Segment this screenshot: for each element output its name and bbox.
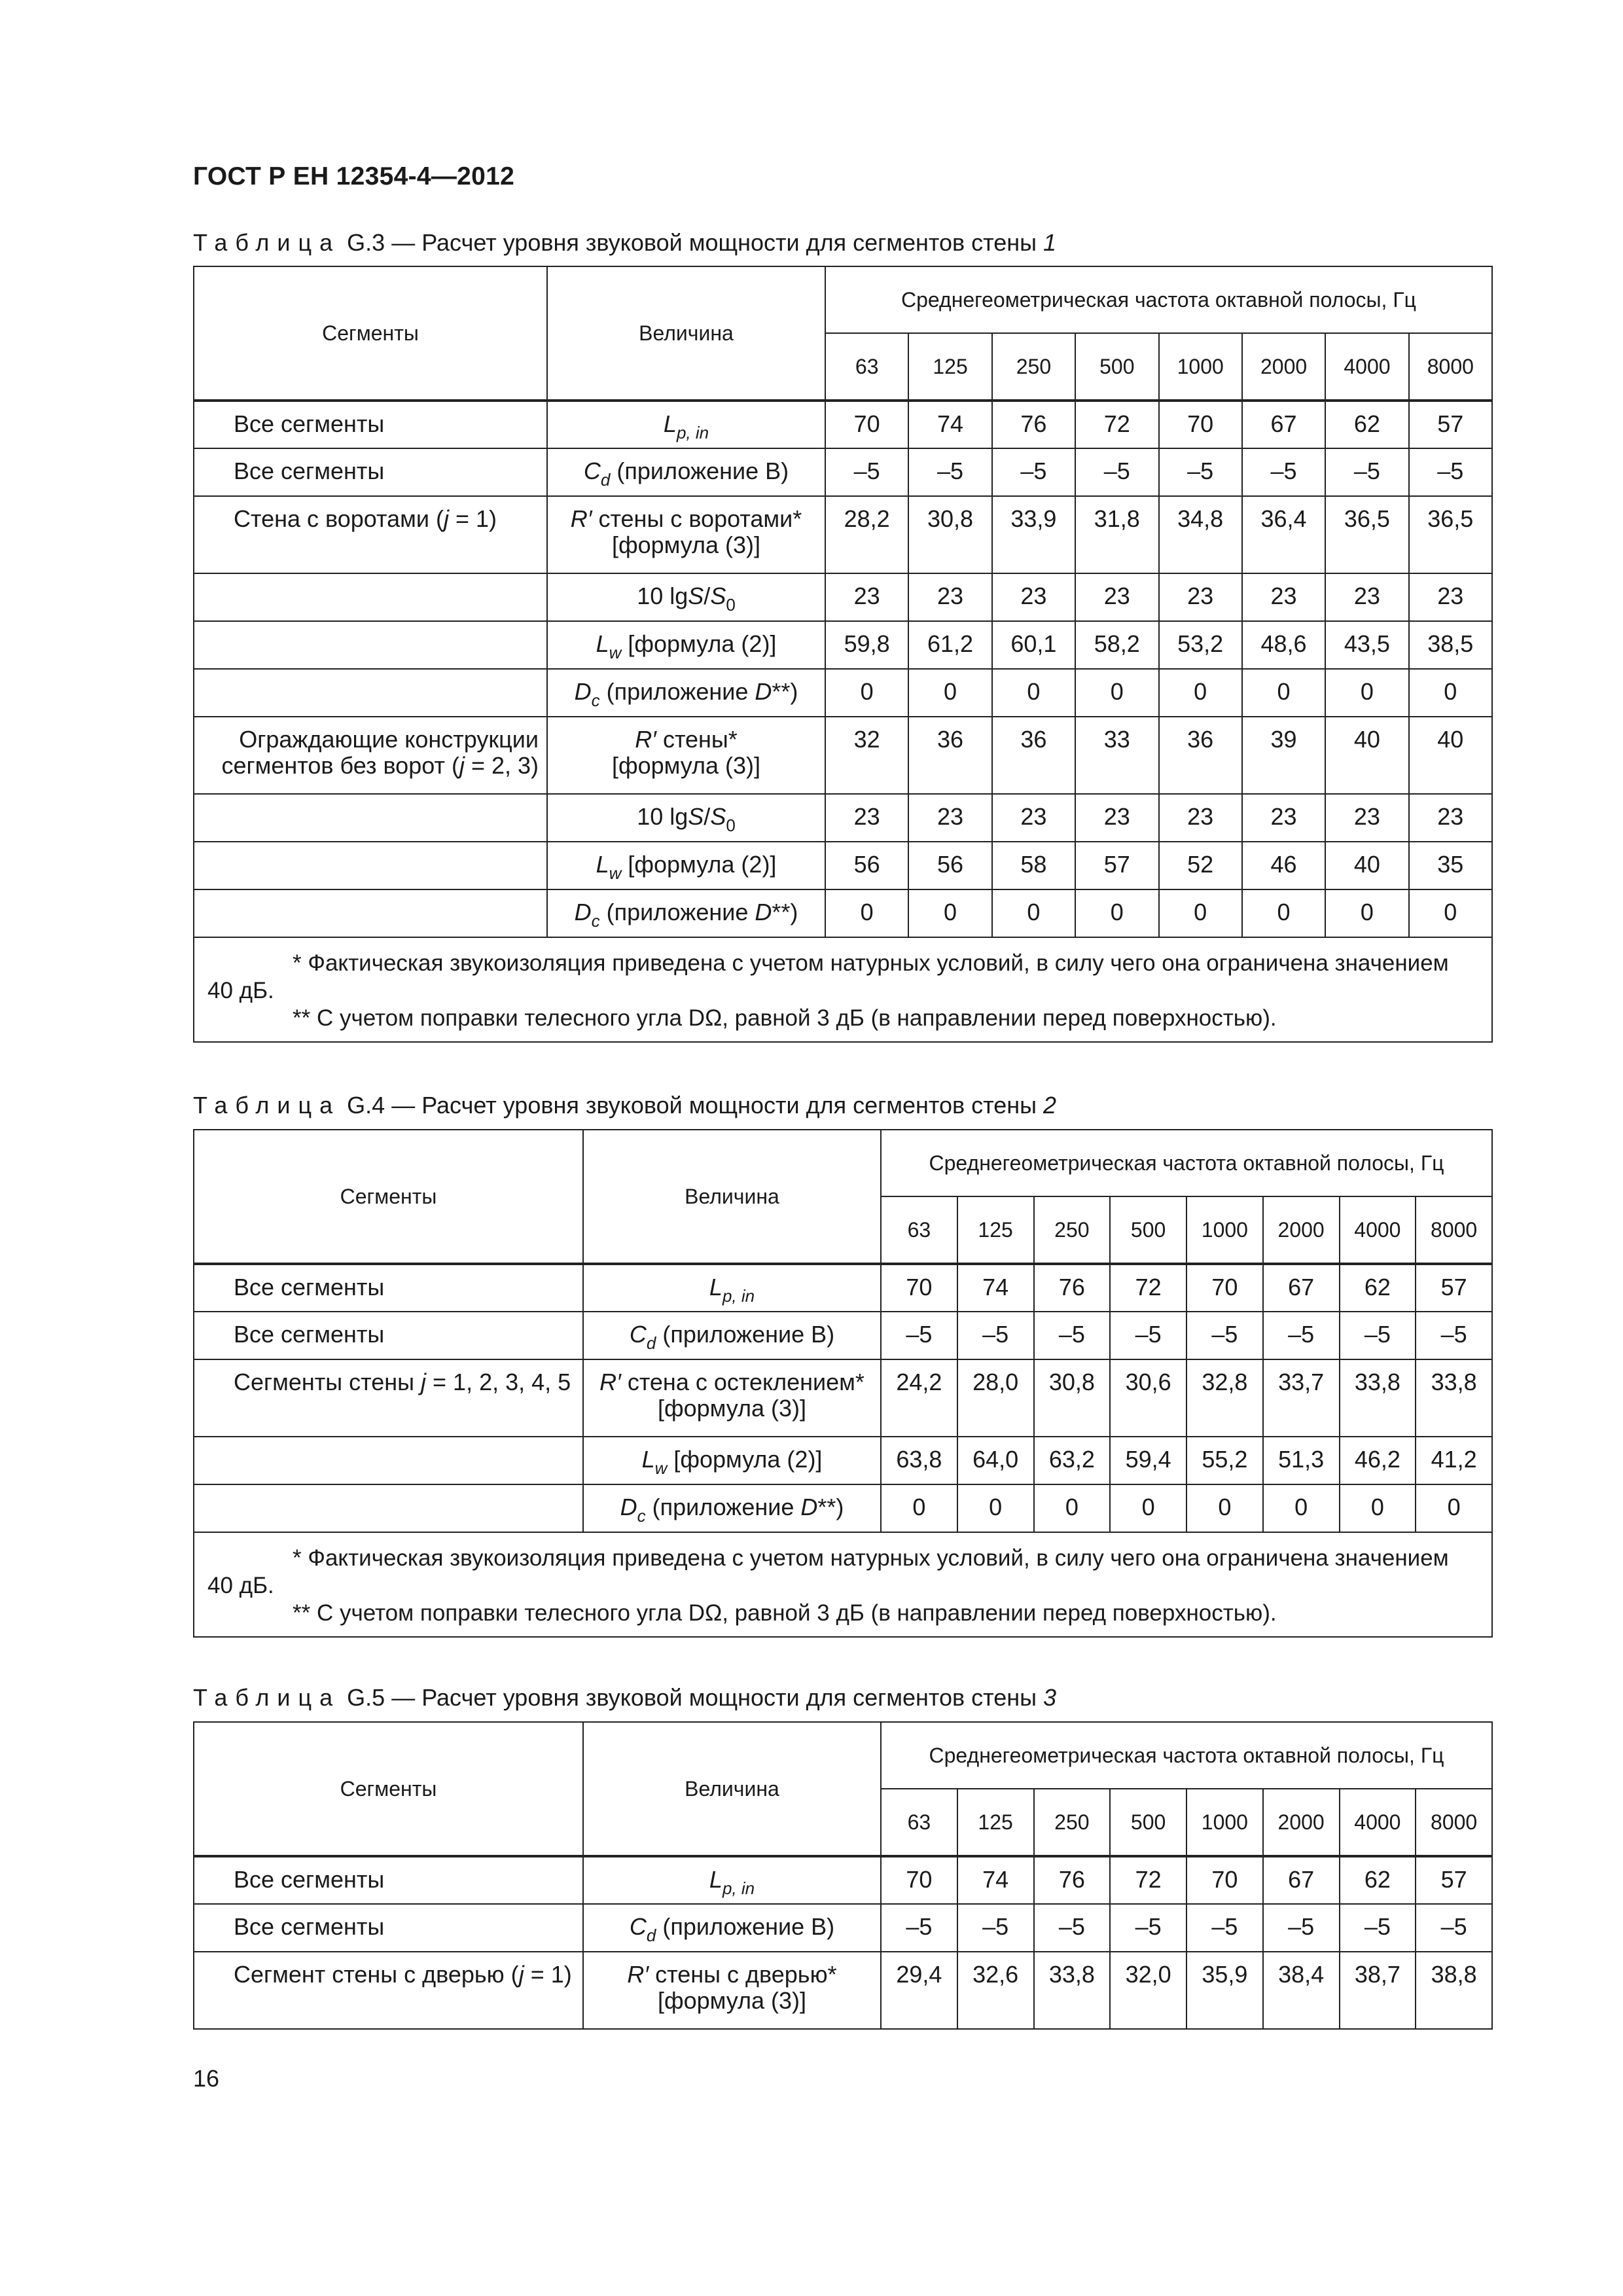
- col-header-quantity: Величина: [583, 1722, 881, 1856]
- freq-header: 125: [957, 1196, 1034, 1264]
- quantity-cell: $L_{p, in}$: [547, 401, 825, 448]
- value-cell: 76: [992, 401, 1075, 448]
- value-cell: –5: [1075, 448, 1158, 496]
- value-cell: 70: [1186, 1264, 1263, 1312]
- value-cell: 40: [1409, 717, 1492, 794]
- value-cell: –5: [1110, 1904, 1186, 1952]
- page-number: 16: [193, 2065, 220, 2092]
- value-cell: –5: [1416, 1312, 1492, 1359]
- value-cell: 23: [1159, 573, 1242, 621]
- freq-header: 1000: [1186, 1789, 1263, 1856]
- quantity-cell: R′ стены с воротами* [формула (3)]: [547, 496, 825, 573]
- value-cell: 72: [1075, 401, 1158, 448]
- value-cell: 0: [908, 669, 991, 717]
- value-cell: 30,8: [1034, 1359, 1111, 1437]
- freq-header: 4000: [1340, 1789, 1416, 1856]
- caption-id: G.4: [347, 1092, 385, 1119]
- freq-header: 4000: [1340, 1196, 1416, 1264]
- value-cell: –5: [1242, 448, 1325, 496]
- value-cell: 36: [908, 717, 991, 794]
- value-cell: 48,6: [1242, 621, 1325, 669]
- table-notes-row: [194, 937, 1492, 1042]
- value-cell: 23: [992, 794, 1075, 842]
- value-cell: –5: [1159, 448, 1242, 496]
- value-cell: 36,4: [1242, 496, 1325, 573]
- segment-cell: Все сегменты: [194, 448, 547, 496]
- caption-text: — Расчет уровня звуковой мощности для сегментов стены: [385, 1092, 1044, 1119]
- freq-header: 63: [881, 1196, 957, 1264]
- freq-header: 250: [1034, 1789, 1111, 1856]
- segment-cell: [194, 889, 547, 937]
- value-cell: 0: [1242, 889, 1325, 937]
- footnote-1: * Фактическая звукоизоляция приведена с учетом натурных условий, в силу чего она ограничена значением 40 дБ.: [207, 950, 1449, 1003]
- col-header-frequency-group: Среднегеометрическая частота октавной полосы, Гц: [825, 266, 1492, 333]
- value-cell: 63,2: [1034, 1437, 1111, 1484]
- value-cell: –5: [1340, 1904, 1416, 1952]
- value-cell: –5: [957, 1904, 1034, 1952]
- value-cell: 64,0: [957, 1437, 1034, 1484]
- value-cell: 0: [1409, 889, 1492, 937]
- value-cell: 67: [1242, 401, 1325, 448]
- segment-cell: [194, 1437, 583, 1484]
- caption-id: G.5: [347, 1684, 385, 1711]
- value-cell: 58,2: [1075, 621, 1158, 669]
- caption-prefix: Таблица: [193, 1092, 341, 1119]
- value-cell: 23: [908, 573, 991, 621]
- value-cell: 38,5: [1409, 621, 1492, 669]
- value-cell: 34,8: [1159, 496, 1242, 573]
- value-cell: –5: [1186, 1312, 1263, 1359]
- value-cell: 23: [1242, 573, 1325, 621]
- freq-header: 250: [992, 333, 1075, 401]
- value-cell: 32,6: [957, 1952, 1034, 2029]
- value-cell: –5: [957, 1312, 1034, 1359]
- value-cell: 53,2: [1159, 621, 1242, 669]
- value-cell: 72: [1110, 1264, 1186, 1312]
- table-caption-g5: [193, 1684, 1056, 1712]
- value-cell: 67: [1263, 1264, 1340, 1312]
- value-cell: 29,4: [881, 1952, 957, 2029]
- table-row: [194, 1264, 1492, 1312]
- value-cell: 38,8: [1416, 1952, 1492, 2029]
- value-cell: 32,8: [1186, 1359, 1263, 1437]
- value-cell: 35,9: [1186, 1952, 1263, 2029]
- table-row: [194, 573, 1492, 621]
- value-cell: 57: [1409, 401, 1492, 448]
- quantity-cell: R′ стена с остеклением* [формула (3)]: [583, 1359, 881, 1437]
- segment-cell: [194, 842, 547, 889]
- table-notes-row: [194, 1532, 1492, 1637]
- freq-header: 125: [908, 333, 991, 401]
- table-notes: [194, 937, 1492, 1042]
- value-cell: 33: [1075, 717, 1158, 794]
- caption-prefix: Таблица: [193, 229, 341, 256]
- freq-header: 8000: [1416, 1196, 1492, 1264]
- freq-header: 8000: [1416, 1789, 1492, 1856]
- value-cell: 74: [908, 401, 991, 448]
- value-cell: 33,9: [992, 496, 1075, 573]
- table-row: [194, 889, 1492, 937]
- value-cell: 23: [992, 573, 1075, 621]
- value-cell: –5: [1416, 1904, 1492, 1952]
- quantity-cell: $L_{p, in}$: [583, 1856, 881, 1904]
- value-cell: 23: [908, 794, 991, 842]
- value-cell: 24,2: [881, 1359, 957, 1437]
- value-cell: 0: [1075, 889, 1158, 937]
- table-caption-g4: [193, 1092, 1056, 1119]
- col-header-segments: Сегменты: [194, 1130, 583, 1264]
- freq-header: 8000: [1409, 333, 1492, 401]
- value-cell: 28,2: [825, 496, 908, 573]
- table-caption-g3: [193, 229, 1056, 257]
- segment-cell: Все сегменты: [194, 401, 547, 448]
- value-cell: 61,2: [908, 621, 991, 669]
- table-g3: [193, 266, 1493, 1043]
- value-cell: –5: [1034, 1312, 1111, 1359]
- value-cell: 35: [1409, 842, 1492, 889]
- value-cell: 76: [1034, 1856, 1111, 1904]
- value-cell: 76: [1034, 1264, 1111, 1312]
- segment-cell: Сегмент стены с дверью (j = 1): [194, 1952, 583, 2029]
- value-cell: 0: [881, 1484, 957, 1532]
- table-row: [194, 842, 1492, 889]
- value-cell: 52: [1159, 842, 1242, 889]
- value-cell: 38,4: [1263, 1952, 1340, 2029]
- value-cell: 23: [1159, 794, 1242, 842]
- footnote-1: * Фактическая звукоизоляция приведена с учетом натурных условий, в силу чего она ограничена значением 40 дБ.: [207, 1545, 1449, 1598]
- col-header-segments: Сегменты: [194, 1722, 583, 1856]
- value-cell: 30,8: [908, 496, 991, 573]
- value-cell: 59,4: [1110, 1437, 1186, 1484]
- table-row: [194, 717, 1492, 794]
- value-cell: 36,5: [1409, 496, 1492, 573]
- segment-cell: [194, 794, 547, 842]
- value-cell: 0: [992, 889, 1075, 937]
- quantity-cell: $D_c$ (приложение D**): [547, 889, 825, 937]
- segment-cell: Все сегменты: [194, 1856, 583, 1904]
- quantity-cell: R′ стены* [формула (3)]: [547, 717, 825, 794]
- value-cell: 0: [1325, 889, 1408, 937]
- value-cell: 74: [957, 1856, 1034, 1904]
- value-cell: 67: [1263, 1856, 1340, 1904]
- value-cell: 40: [1325, 842, 1408, 889]
- value-cell: 38,7: [1340, 1952, 1416, 2029]
- value-cell: 0: [1416, 1484, 1492, 1532]
- value-cell: 23: [1242, 794, 1325, 842]
- quantity-cell: 10 lgS/$S_0$: [547, 573, 825, 621]
- freq-header: 500: [1075, 333, 1158, 401]
- value-cell: 33,8: [1416, 1359, 1492, 1437]
- value-cell: 62: [1340, 1264, 1416, 1312]
- table-row: [194, 1856, 1492, 1904]
- table-row: [194, 401, 1492, 448]
- value-cell: 36,5: [1325, 496, 1408, 573]
- value-cell: 30,6: [1110, 1359, 1186, 1437]
- value-cell: 23: [1075, 573, 1158, 621]
- value-cell: 56: [825, 842, 908, 889]
- freq-header: 2000: [1242, 333, 1325, 401]
- col-header-frequency-group: Среднегеометрическая частота октавной полосы, Гц: [881, 1722, 1492, 1789]
- table-row: [194, 448, 1492, 496]
- caption-text: — Расчет уровня звуковой мощности для сегментов стены: [385, 1684, 1044, 1711]
- value-cell: 0: [1325, 669, 1408, 717]
- quantity-cell: $L_w$ [формула (2)]: [583, 1437, 881, 1484]
- value-cell: 56: [908, 842, 991, 889]
- quantity-cell: $L_{p, in}$: [583, 1264, 881, 1312]
- freq-header: 1000: [1159, 333, 1242, 401]
- value-cell: 57: [1416, 1856, 1492, 1904]
- value-cell: 0: [825, 889, 908, 937]
- value-cell: 28,0: [957, 1359, 1034, 1437]
- value-cell: 0: [1075, 669, 1158, 717]
- value-cell: –5: [1409, 448, 1492, 496]
- value-cell: 46: [1242, 842, 1325, 889]
- segment-cell: [194, 573, 547, 621]
- value-cell: 70: [1186, 1856, 1263, 1904]
- value-cell: 70: [825, 401, 908, 448]
- col-header-quantity: Величина: [547, 266, 825, 401]
- value-cell: –5: [1325, 448, 1408, 496]
- value-cell: 58: [992, 842, 1075, 889]
- segment-cell: [194, 1484, 583, 1532]
- table-row: [194, 1312, 1492, 1359]
- table-row: [194, 1484, 1492, 1532]
- value-cell: 32: [825, 717, 908, 794]
- segment-cell: Сегменты стены j = 1, 2, 3, 4, 5: [194, 1359, 583, 1437]
- table-row: [194, 1437, 1492, 1484]
- value-cell: 0: [992, 669, 1075, 717]
- value-cell: 36: [1159, 717, 1242, 794]
- value-cell: 23: [1325, 573, 1408, 621]
- value-cell: –5: [1263, 1904, 1340, 1952]
- table-row: [194, 621, 1492, 669]
- value-cell: 46,2: [1340, 1437, 1416, 1484]
- value-cell: 23: [1409, 573, 1492, 621]
- value-cell: –5: [825, 448, 908, 496]
- quantity-cell: $C_d$ (приложение В): [547, 448, 825, 496]
- segment-cell: Все сегменты: [194, 1904, 583, 1952]
- value-cell: –5: [1186, 1904, 1263, 1952]
- value-cell: 57: [1075, 842, 1158, 889]
- quantity-cell: $D_c$ (приложение D**): [583, 1484, 881, 1532]
- segment-cell: [194, 669, 547, 717]
- value-cell: 43,5: [1325, 621, 1408, 669]
- table-notes: [194, 1532, 1492, 1637]
- value-cell: 72: [1110, 1856, 1186, 1904]
- value-cell: 63,8: [881, 1437, 957, 1484]
- value-cell: –5: [1340, 1312, 1416, 1359]
- table-row: [194, 1904, 1492, 1952]
- value-cell: 23: [1325, 794, 1408, 842]
- footnote-2: ** С учетом поправки телесного угла DΩ, равной 3 дБ (в направлении перед поверхностью).: [293, 1005, 1277, 1031]
- freq-header: 500: [1110, 1789, 1186, 1856]
- footnote-2: ** С учетом поправки телесного угла DΩ, равной 3 дБ (в направлении перед поверхностью).: [293, 1600, 1277, 1626]
- value-cell: 31,8: [1075, 496, 1158, 573]
- caption-id: G.3: [347, 229, 385, 256]
- value-cell: 0: [1263, 1484, 1340, 1532]
- value-cell: 51,3: [1263, 1437, 1340, 1484]
- value-cell: 33,8: [1034, 1952, 1111, 2029]
- table-g4: [193, 1129, 1493, 1638]
- freq-header: 63: [825, 333, 908, 401]
- freq-header: 125: [957, 1789, 1034, 1856]
- value-cell: –5: [881, 1904, 957, 1952]
- value-cell: 62: [1325, 401, 1408, 448]
- value-cell: –5: [908, 448, 991, 496]
- value-cell: 0: [825, 669, 908, 717]
- value-cell: 23: [1075, 794, 1158, 842]
- value-cell: –5: [1110, 1312, 1186, 1359]
- freq-header: 2000: [1263, 1196, 1340, 1264]
- value-cell: 55,2: [1186, 1437, 1263, 1484]
- value-cell: 70: [1159, 401, 1242, 448]
- value-cell: 23: [825, 794, 908, 842]
- value-cell: 0: [1159, 669, 1242, 717]
- segment-cell: Стена с воротами (j = 1): [194, 496, 547, 573]
- freq-header: 250: [1034, 1196, 1111, 1264]
- value-cell: 41,2: [1416, 1437, 1492, 1484]
- document-header: ГОСТ Р ЕН 12354-4—2012: [193, 162, 515, 190]
- col-header-quantity: Величина: [583, 1130, 881, 1264]
- value-cell: –5: [1034, 1904, 1111, 1952]
- freq-header: 63: [881, 1789, 957, 1856]
- caption-wall-number: 1: [1043, 229, 1057, 256]
- col-header-frequency-group: Среднегеометрическая частота октавной полосы, Гц: [881, 1130, 1492, 1196]
- table-row: [194, 794, 1492, 842]
- value-cell: 0: [1242, 669, 1325, 717]
- value-cell: –5: [992, 448, 1075, 496]
- quantity-cell: R′ стены с дверью* [формула (3)]: [583, 1952, 881, 2029]
- table-row: [194, 1952, 1492, 2029]
- quantity-cell: $C_d$ (приложение В): [583, 1312, 881, 1359]
- value-cell: 33,8: [1340, 1359, 1416, 1437]
- table-row: [194, 1359, 1492, 1437]
- freq-header: 500: [1110, 1196, 1186, 1264]
- quantity-cell: $C_d$ (приложение В): [583, 1904, 881, 1952]
- value-cell: 62: [1340, 1856, 1416, 1904]
- segment-cell: Ограждающие конструкции сегментов без ворот (j = 2, 3): [194, 717, 547, 794]
- freq-header: 1000: [1186, 1196, 1263, 1264]
- segment-cell: Все сегменты: [194, 1264, 583, 1312]
- quantity-cell: $D_c$ (приложение D**): [547, 669, 825, 717]
- quantity-cell: 10 lgS/$S_0$: [547, 794, 825, 842]
- segment-cell: [194, 621, 547, 669]
- value-cell: –5: [1263, 1312, 1340, 1359]
- col-header-segments: Сегменты: [194, 266, 547, 401]
- segment-cell: Все сегменты: [194, 1312, 583, 1359]
- caption-prefix: Таблица: [193, 1684, 341, 1711]
- value-cell: 74: [957, 1264, 1034, 1312]
- value-cell: 33,7: [1263, 1359, 1340, 1437]
- value-cell: 0: [1034, 1484, 1111, 1532]
- value-cell: 0: [1159, 889, 1242, 937]
- value-cell: 36: [992, 717, 1075, 794]
- value-cell: 70: [881, 1264, 957, 1312]
- value-cell: 39: [1242, 717, 1325, 794]
- freq-header: 4000: [1325, 333, 1408, 401]
- table-g5: [193, 1721, 1493, 2030]
- value-cell: 32,0: [1110, 1952, 1186, 2029]
- table-row: [194, 669, 1492, 717]
- value-cell: 0: [1409, 669, 1492, 717]
- table-row: [194, 496, 1492, 573]
- value-cell: –5: [881, 1312, 957, 1359]
- caption-wall-number: 3: [1043, 1684, 1057, 1711]
- quantity-cell: $L_w$ [формула (2)]: [547, 621, 825, 669]
- caption-text: — Расчет уровня звуковой мощности для сегментов стены: [385, 229, 1044, 256]
- value-cell: 57: [1416, 1264, 1492, 1312]
- value-cell: 40: [1325, 717, 1408, 794]
- quantity-cell: $L_w$ [формула (2)]: [547, 842, 825, 889]
- value-cell: 23: [1409, 794, 1492, 842]
- value-cell: 70: [881, 1856, 957, 1904]
- value-cell: 0: [1110, 1484, 1186, 1532]
- value-cell: 0: [908, 889, 991, 937]
- value-cell: 0: [957, 1484, 1034, 1532]
- value-cell: 60,1: [992, 621, 1075, 669]
- freq-header: 2000: [1263, 1789, 1340, 1856]
- value-cell: 0: [1186, 1484, 1263, 1532]
- value-cell: 0: [1340, 1484, 1416, 1532]
- value-cell: 59,8: [825, 621, 908, 669]
- value-cell: 23: [825, 573, 908, 621]
- caption-wall-number: 2: [1043, 1092, 1057, 1119]
